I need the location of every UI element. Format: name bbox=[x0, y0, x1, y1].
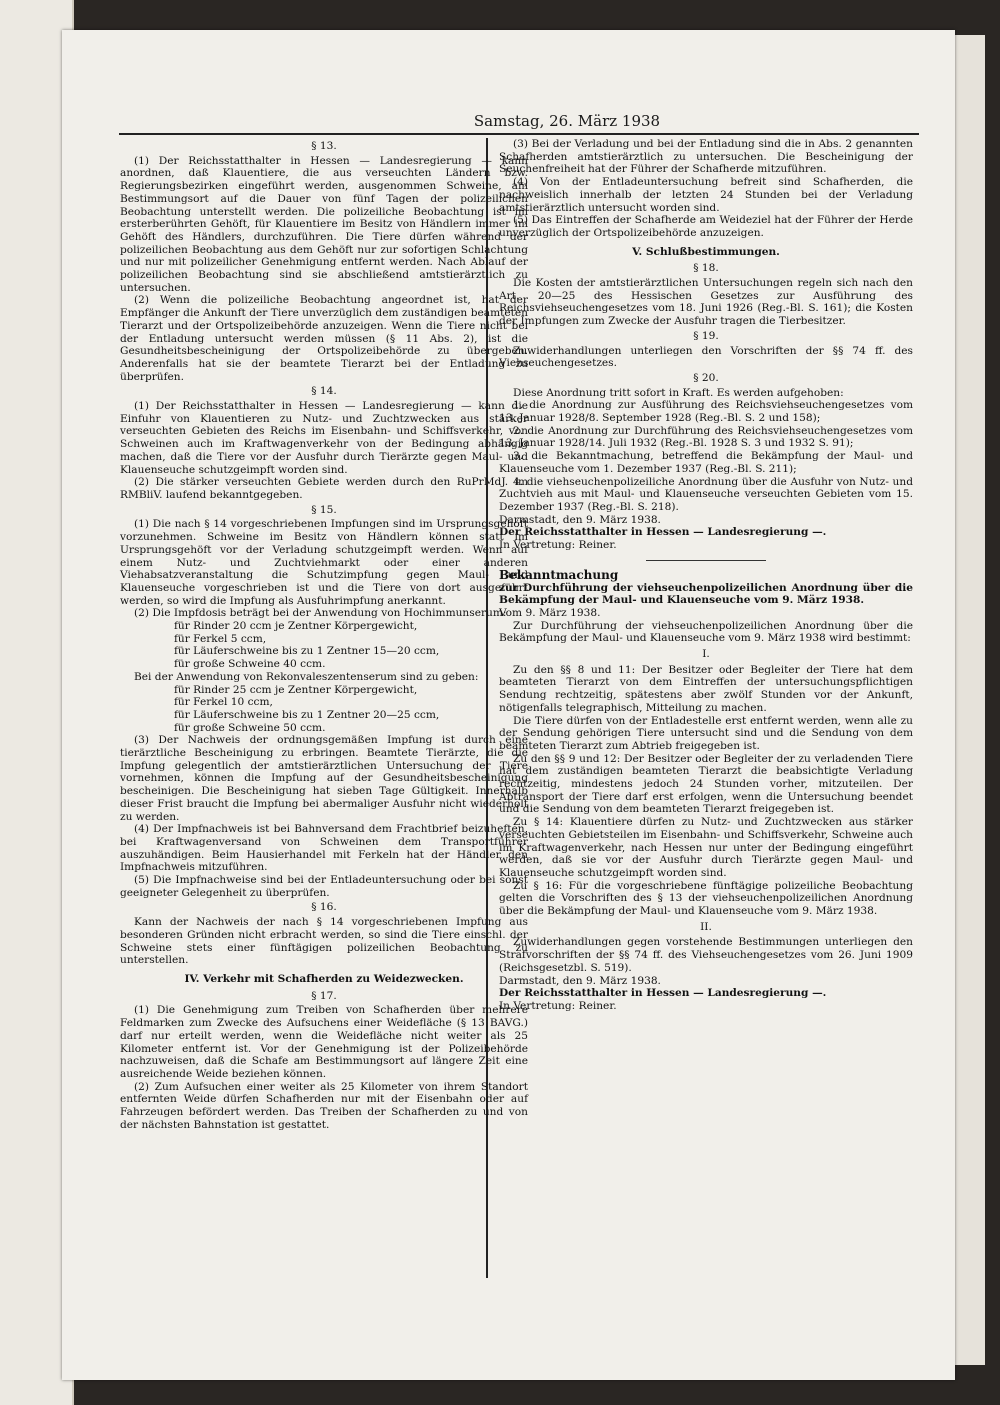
paragraph: (3) Der Nachweis der ordnungsgemäßen Impfung ist durch eine tierärztliche Bescheinigung zu erbringen. Beamtete Tierärzte, die die Impfung gelegentlich der amtstierärztlichen Untersuchung der Tiere vornehmen, können die Impfung auf der Gesundheitsbescheinigung bescheinigen. Die Bescheinigung hat sieben Tage Gültigkeit. Innerhalb dieser Frist braucht die Impfung bei abermaliger Ausfuhr nicht wiederholt zu werden. bbox=[120, 734, 528, 823]
right-column bbox=[499, 138, 913, 1013]
signature-line: Der Reichsstatthalter in Hessen — Landesregierung —. bbox=[499, 526, 827, 539]
paragraph: 2. die Anordnung zur Durchführung des Reichsviehseuchengesetzes vom 13. Januar 1928/14. Juli 1932 (Reg.-Bl. 1928 S. 3 und 1932 S. 91); bbox=[499, 424, 913, 450]
section-number: § 13. bbox=[311, 140, 337, 152]
paragraph: (2) Die Impfdosis beträgt bei der Anwendung von Hochimmunserum: bbox=[134, 607, 507, 620]
section-number: § 15. bbox=[311, 503, 337, 516]
paragraph: Zu den §§ 8 und 11: Der Besitzer oder Begleiter der Tiere hat dem beamteten Tierarzt von dem Eintreffen der untersuchungspflichtigen Sendung rechtzeitig, spätestens aber zwölf Stunden vor der Ankunft, nötigenfalls telegraphisch, Mitteilung zu machen. bbox=[499, 663, 913, 714]
section-number: § 20. bbox=[693, 371, 719, 384]
dosage-line: für Ferkel 10 ccm, bbox=[174, 696, 273, 709]
roman-numeral: I. bbox=[702, 648, 710, 661]
plain-line: In Vertretung: Reiner. bbox=[499, 1000, 617, 1012]
dosage-line: für Rinder 20 ccm je Zentner Körpergewicht, bbox=[174, 620, 418, 633]
notice-title: Bekanntmachung bbox=[499, 567, 619, 582]
roman-numeral: II. bbox=[700, 920, 712, 933]
paragraph: (2) Zum Aufsuchen einer weiter als 25 Kilometer von ihrem Standort entfernten Weide dürfen Schafherden nur mit der Eisenbahn oder auf Fahrzeugen befördert werden. Das Treiben der Schafherden zu und von der nächsten Bahnstation ist gestattet. bbox=[120, 1080, 528, 1131]
paragraph: Kann der Nachweis der nach § 14 vorgeschriebenen Impfung aus besonderen Gründen nicht erbracht werden, so sind die Tiere einschl. der Schweine stets einer fünftägigen polizeilichen Beobachtung zu unterstellen. bbox=[120, 916, 528, 967]
plain-line: Darmstadt, den 9. März 1938. bbox=[499, 513, 661, 526]
paragraph: 1. die Anordnung zur Ausführung des Reichsviehseuchengesetzes vom 13. Januar 1928/8. September 1928 (Reg.-Bl. S. 2 und 158); bbox=[499, 399, 913, 425]
paragraph: (1) Die Genehmigung zum Treiben von Schafherden über mehrere Feldmarken zum Zwecke des Aufsuchens einer Weidefläche (§ 13 BAVG.) darf nur erteilt werden, wenn die Weidefläche nicht weiter als 25 Kilometer entfernt ist. Vor der Genehmigung ist der Polizeibehörde nachzuweisen, daß die Schafe am Bestimmungsort auf längere Zeit eine ausreichende Weide beziehen können. bbox=[120, 1004, 528, 1080]
paragraph: Zu § 14: Klauentiere dürfen zu Nutz- und Zuchtzwecken aus stärker verseuchten Gebietsteilen im Eisenbahn- und Schiffsverkehr, Schweine auch im Kraftwagenverkehr, nach Hessen nur unter der Bedingung eingeführt werden, daß sie vor der Ausfuhr durch Tierärzte gegen Maul- und Klauenseuche schutzgeimpft worden sind. bbox=[499, 816, 913, 879]
paragraph: (4) Von der Entladeuntersuchung befreit sind Schafherden, die nachweislich innerhalb der letzten 24 Stunden bei der Verladung amtstierärztlich untersucht worden sind. bbox=[499, 176, 913, 214]
dosage-line: für Rinder 25 ccm je Zentner Körpergewicht, bbox=[174, 683, 418, 696]
page-stack-edge bbox=[955, 35, 985, 1365]
paragraph: (1) Der Reichsstatthalter in Hessen — Landesregierung — kann die Einfuhr von Klauentieren zu Nutz- und Zuchtzwecken aus stärker verseuchten Gebieten des Reichs im Eisenbahn- und Schiffsverkehr, von Schweinen auch im Kraftwagenverkehr von der Bedingung abhängig machen, daß die Tiere vor der Ausfuhr durch Tierärzte gegen Maul- und Klauenseuche schutzgeimpft worden sind. bbox=[120, 400, 528, 476]
paragraph: Zu § 16: Für die vorgeschriebene fünftägige polizeiliche Beobachtung gelten die Vorschriften des § 13 der viehseuchenpolizeilichen Anordnung über die Bekämpfung der Maul- und Klauenseuche vom 9. März 1938. bbox=[499, 879, 913, 918]
paragraph: (2) Die stärker verseuchten Gebiete werden durch den RuPrMdJ. im RMBliV. laufend bekanntgegeben. bbox=[120, 476, 528, 501]
dosage-line: für große Schweine 40 ccm. bbox=[174, 658, 326, 671]
paragraph: 4. die viehseuchenpolizeiliche Anordnung über die Ausfuhr von Nutz- und Zuchtvieh aus mit Maul- und Klauenseuche verseuchten Gebieten vom 15. Dezember 1937 (Reg.-Bl. S. 218). bbox=[499, 475, 913, 513]
section-heading: V. Schlußbestimmungen. bbox=[632, 245, 780, 258]
paragraph: (1) Die nach § 14 vorgeschriebenen Impfungen sind im Ursprungsgehöft vorzunehmen. Schweine im Besitz von Händlern können statt im Ursprungsgehöft vor der Verladung schutzgeimpft werden. Wenn auf einem Nutz- und Zuchtviehmarkt oder einer anderen Viehabsatzveranstaltung die Schutzimpfung gegen Maul- und Klauenseuche vorgeschrieben ist und die Tiere von dort ausgeführt werden, so wird die Impfung als Ausfuhrimpfung anerkannt. bbox=[120, 518, 528, 607]
plain-line: Darmstadt, den 9. März 1938. bbox=[499, 974, 661, 987]
notice-subtitle: zur Durchführung der viehseuchenpolizeilichen Anordnung über die Bekämpfung der Maul- und Klauenseuche vom 9. März 1938. bbox=[499, 581, 913, 607]
section-number: § 16. bbox=[311, 901, 337, 914]
paragraph: Zu den §§ 9 und 12: Der Besitzer oder Begleiter der zu verladenden Tiere hat dem zuständigen beamteten Tierarzt die beabsichtigte Verladung rechtzeitig, mindestens jedoch 24 Stunden vorher, mitzuteilen. Der Abtransport der Tiere darf erst erfolgen, wenn die Untersuchung beendet und die Sendung von dem beamteten Tierarzt freigegeben ist. bbox=[499, 752, 913, 816]
paragraph: Zuwiderhandlungen unterliegen den Vorschriften der §§ 74 ff. des Viehseuchengesetzes. bbox=[499, 344, 913, 370]
paragraph: (1) Der Reichsstatthalter in Hessen — Landesregierung — kann anordnen, daß Klauentiere, die aus verseuchten Ländern bzw. Regierungsbezirken eingeführt werden, ausgenommen Schweine, am Bestimmungsort auf die Dauer von fünf Tagen der polizeilichen Beobachtung unterstellt werden. Die polizeiliche Beobachtung ist im ersterberührten Gehöft, für Klauentiere im Besitz von Händlern immer im Gehöft des Händlers, durchzuführen. Die Tiere dürfen während der polizeilichen Beobachtung aus dem Gehöft nur zur sofortigen Schlachtung und nur mit polizeilicher Genehmigung entfernt werden. Nach Ablauf der polizeilichen Beobachtung sind sie abschließend amtstierärztlich zu untersuchen. bbox=[120, 154, 528, 294]
dosage-line: für Ferkel 5 ccm, bbox=[174, 632, 267, 645]
paragraph: (4) Der Impfnachweis ist bei Bahnversand dem Frachtbrief beizuheften, bei Kraftwagenversand von Schweinen dem Transportführer auszuhändigen. Beim Hausierhandel mit Ferkeln hat der Händler den Impfnachweis mitzuführen. bbox=[120, 823, 528, 874]
page-header-date: Samstag, 26. März 1938 bbox=[473, 112, 661, 130]
section-number: § 18. bbox=[693, 262, 719, 275]
signature-line: Der Reichsstatthalter in Hessen — Landesregierung —. bbox=[499, 987, 827, 1000]
plain-line: Vom 9. März 1938. bbox=[499, 606, 601, 619]
dosage-line: für Läuferschweine bis zu 1 Zentner 20—25 ccm, bbox=[174, 708, 440, 721]
paragraph: (5) Die Impfnachweise sind bei der Entladeuntersuchung oder bei sonst geeigneter Gelegenheit zu überprüfen. bbox=[120, 874, 528, 899]
paragraph: (3) Bei der Verladung und bei der Entladung sind die in Abs. 2 genannten Schafherden amtstierärztlich zu untersuchen. Die Bescheinigung der Seuchenfreiheit hat der Führer der Schafherde mitzuführen. bbox=[499, 138, 913, 176]
paragraph: 3. die Bekanntmachung, betreffend die Bekämpfung der Maul- und Klauenseuche vom 1. Dezember 1937 (Reg.-Bl. S. 211); bbox=[499, 450, 913, 475]
paragraph: (5) Das Eintreffen der Schafherde am Weideziel hat der Führer der Herde unverzüglich der Ortspolizeibehörde anzuzeigen. bbox=[499, 214, 913, 239]
section-number: § 19. bbox=[693, 329, 719, 342]
section-number: § 14. bbox=[311, 385, 337, 398]
plain-line: In Vertretung: Reiner. bbox=[499, 539, 617, 552]
left-column bbox=[120, 138, 528, 1131]
paragraph: Diese Anordnung tritt sofort in Kraft. Es werden aufgehoben: bbox=[513, 386, 844, 399]
paragraph: Zur Durchführung der viehseuchenpolizeilichen Anordnung über die Bekämpfung der Maul- und Klauenseuche vom 9. März 1938 wird bestimmt: bbox=[499, 619, 913, 645]
paragraph: Die Tiere dürfen von der Entladestelle erst entfernt werden, wenn alle zu der Sendung gehörigen Tiere untersucht sind und die Sendung von dem beamteten Tierarzt zum Abtrieb freigegeben ist. bbox=[499, 714, 913, 752]
dosage-line: für große Schweine 50 ccm. bbox=[174, 721, 326, 734]
paragraph: (2) Wenn die polizeiliche Beobachtung angeordnet ist, hat der Empfänger die Ankunft der Tiere unverzüglich dem zuständigen beamteten Tierarzt und der Ortspolizeibehörde anzuzeigen. Wenn die Tiere nicht bei der Entladung untersucht werden müssen (§ 11 Abs. 2), ist die Gesundheitsbescheinigung der Ortspolizeibehörde zu übergeben. Anderenfalls hat sie der beamtete Tierarzt bei der Entladung zu überprüfen. bbox=[120, 294, 528, 383]
header-rule bbox=[119, 133, 919, 135]
section-number: § 17. bbox=[311, 989, 337, 1002]
paragraph: Bei der Anwendung von Rekonvaleszentenserum sind zu geben: bbox=[134, 670, 479, 683]
dosage-line: für Läuferschweine bis zu 1 Zentner 15—20 ccm, bbox=[174, 645, 440, 658]
section-heading: IV. Verkehr mit Schafherden zu Weidezwecken. bbox=[184, 973, 464, 985]
separator-rule bbox=[646, 560, 766, 561]
document-page bbox=[62, 30, 955, 1380]
paragraph: Zuwiderhandlungen gegen vorstehende Bestimmungen unterliegen den Strafvorschriften der §§ 74 ff. des Viehseuchengesetzes vom 26. Juni 1909 (Reichsgesetzbl. S. 519). bbox=[499, 936, 913, 974]
paragraph: Die Kosten der amtstierärztlichen Untersuchungen regeln sich nach den Art. 20—25 des Hessischen Gesetzes zur Ausführung des Reichsviehseuchengesetzes vom 18. Juni 1926 (Reg.-Bl. S. 161); die Kosten der Impfungen zum Zwecke der Ausfuhr tragen die Tierbesitzer. bbox=[499, 277, 913, 328]
